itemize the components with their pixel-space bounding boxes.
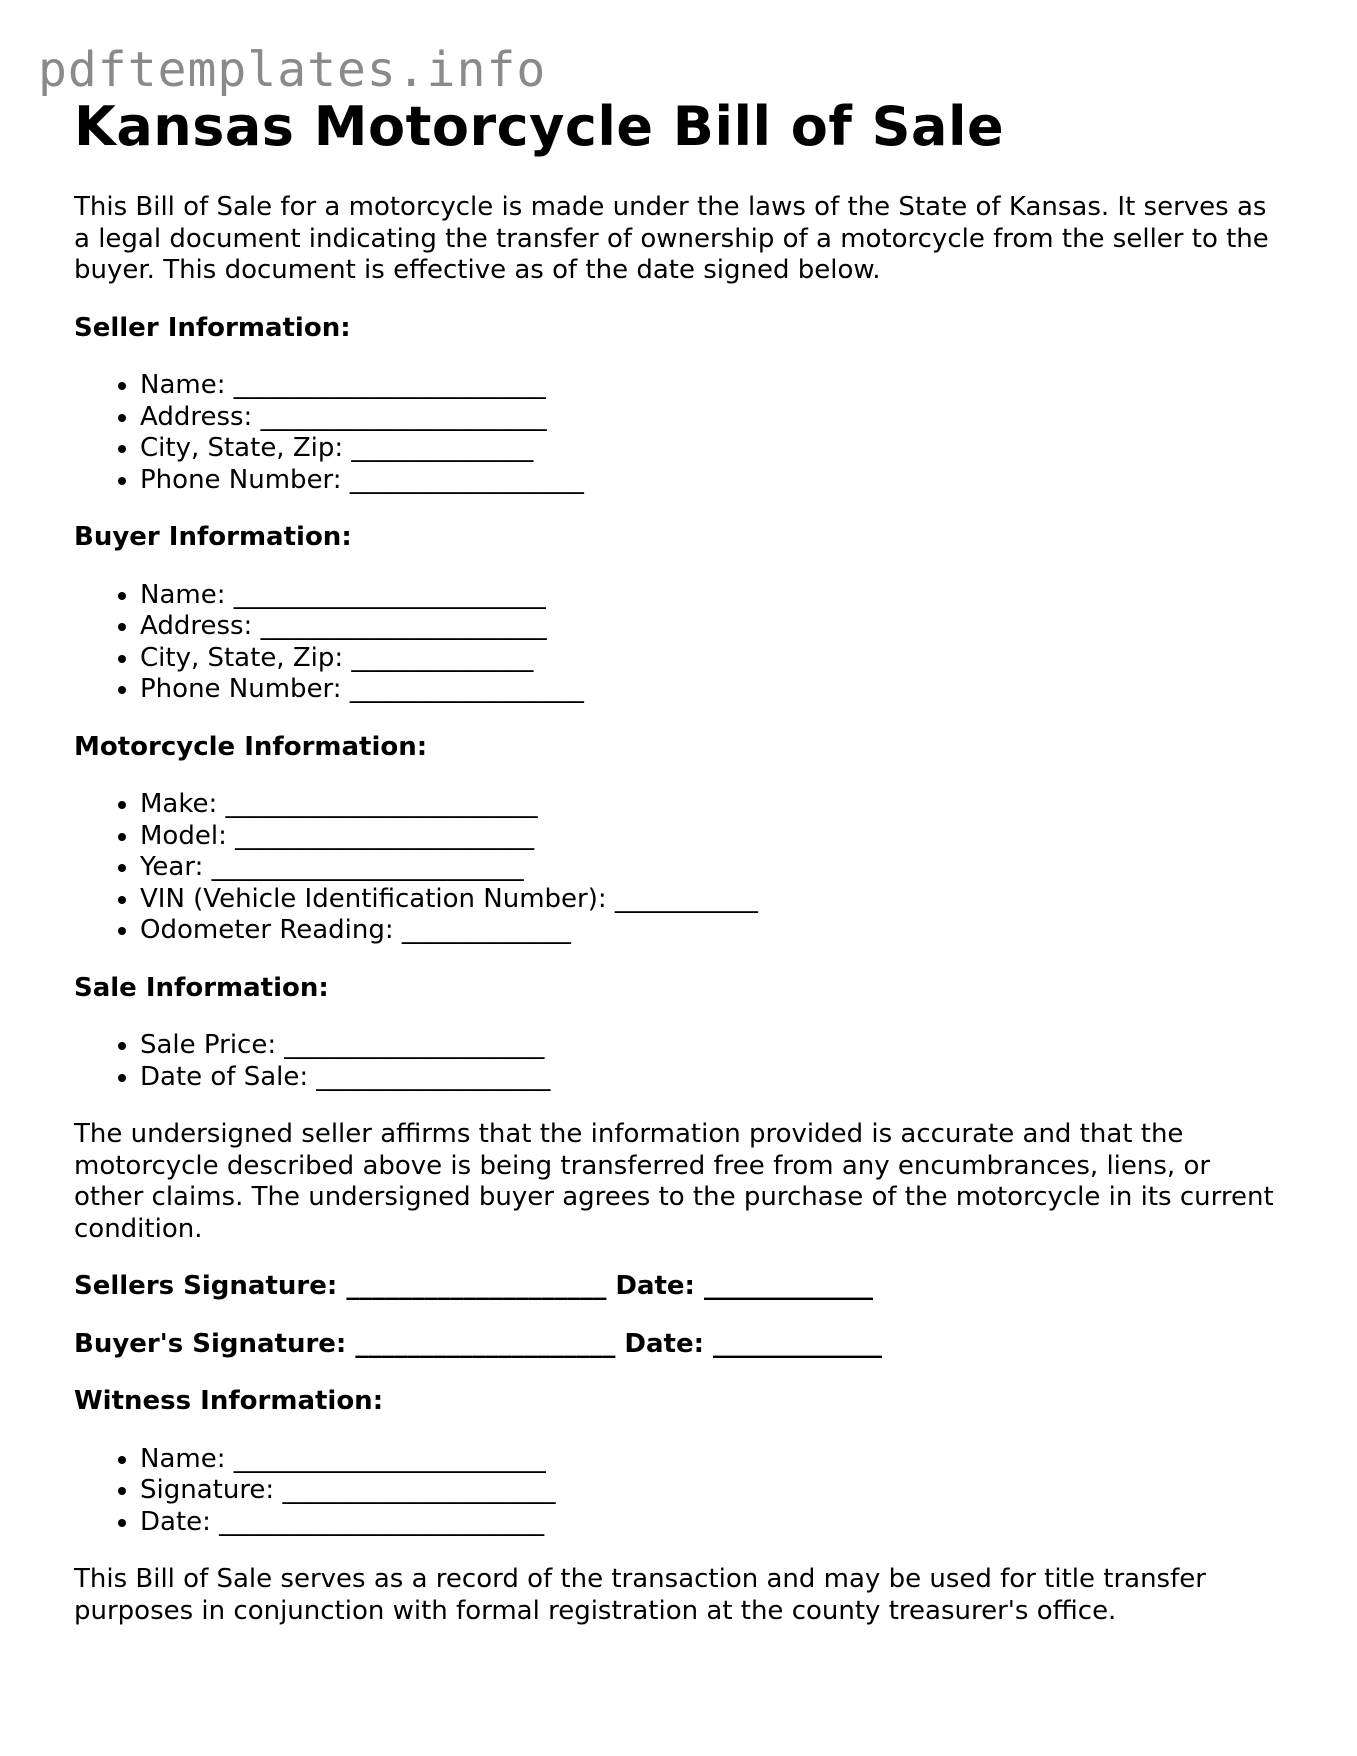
make-field[interactable]: • Make: ________________________ — [140, 789, 1274, 821]
affirmation-paragraph: The undersigned seller affirms that the information provided is accurate and that the motorcycle described above is being transferred free from any encumbrances, liens, or other claims. The undersigned buyer agrees to the purchase of the motorcycle in its current condition. — [74, 1119, 1274, 1244]
motorcycle-heading: Motorcycle Information: — [74, 731, 428, 762]
seller-field-list — [74, 370, 1274, 496]
witness-date-field[interactable]: • Date: _________________________ — [140, 1507, 1274, 1539]
witness-heading: Witness Information: — [74, 1386, 384, 1416]
seller-phone-field[interactable]: • Phone Number: __________________ — [140, 465, 1274, 497]
seller-heading: Seller Information: — [74, 312, 351, 343]
witness-field-list — [74, 1444, 1274, 1539]
year-field[interactable]: • Year: ________________________ — [140, 852, 1274, 884]
buyer-field-list — [74, 580, 1274, 706]
sale-field-list — [74, 1030, 1274, 1093]
model-field[interactable]: • Model: _______________________ — [140, 821, 1274, 853]
seller-name-field[interactable]: • Name: ________________________ — [140, 370, 1274, 402]
odometer-field[interactable]: • Odometer Reading: _____________ — [140, 915, 1274, 947]
motorcycle-field-list — [74, 789, 1274, 947]
buyer-address-field[interactable]: • Address: ______________________ — [140, 611, 1274, 643]
date-of-sale-field[interactable]: • Date of Sale: __________________ — [140, 1062, 1274, 1094]
buyer-signature-line[interactable]: Buyer's Signature: ____________________ Date: _____________ — [74, 1328, 883, 1359]
closing-paragraph: This Bill of Sale serves as a record of the transaction and may be used for title transfer purposes in conjunction with formal registration at the county treasurer's office. — [74, 1564, 1206, 1626]
witness-name-field[interactable]: • Name: ________________________ — [140, 1444, 1274, 1476]
seller-signature-line[interactable]: Sellers Signature: ____________________ Date: _____________ — [74, 1271, 874, 1301]
sale-heading: Sale Information: — [74, 972, 329, 1003]
page-title: Kansas Motorcycle Bill of Sale — [74, 95, 1005, 158]
vin-field[interactable]: • VIN (Vehicle Identification Number): ___________ — [140, 884, 1274, 916]
watermark: pdftemplates.info — [38, 42, 547, 98]
seller-address-field[interactable]: • Address: ______________________ — [140, 402, 1274, 434]
witness-signature-field[interactable]: • Signature: _____________________ — [140, 1475, 1274, 1507]
buyer-name-field[interactable]: • Name: ________________________ — [140, 580, 1274, 612]
buyer-city-state-zip-field[interactable]: • City, State, Zip: ______________ — [140, 643, 1274, 675]
buyer-heading: Buyer Information: — [74, 522, 352, 552]
sale-price-field[interactable]: • Sale Price: ____________________ — [140, 1030, 1274, 1062]
seller-city-state-zip-field[interactable]: • City, State, Zip: ______________ — [140, 433, 1274, 465]
intro-paragraph: This Bill of Sale for a motorcycle is made under the laws of the State of Kansas. It serves as a legal document indicating the transfer of ownership of a motorcycle from the seller to the buyer. This document is effective as of the date signed below. — [74, 192, 1269, 285]
document-page — [74, 95, 1274, 1627]
buyer-phone-field[interactable]: • Phone Number: __________________ — [140, 674, 1274, 706]
